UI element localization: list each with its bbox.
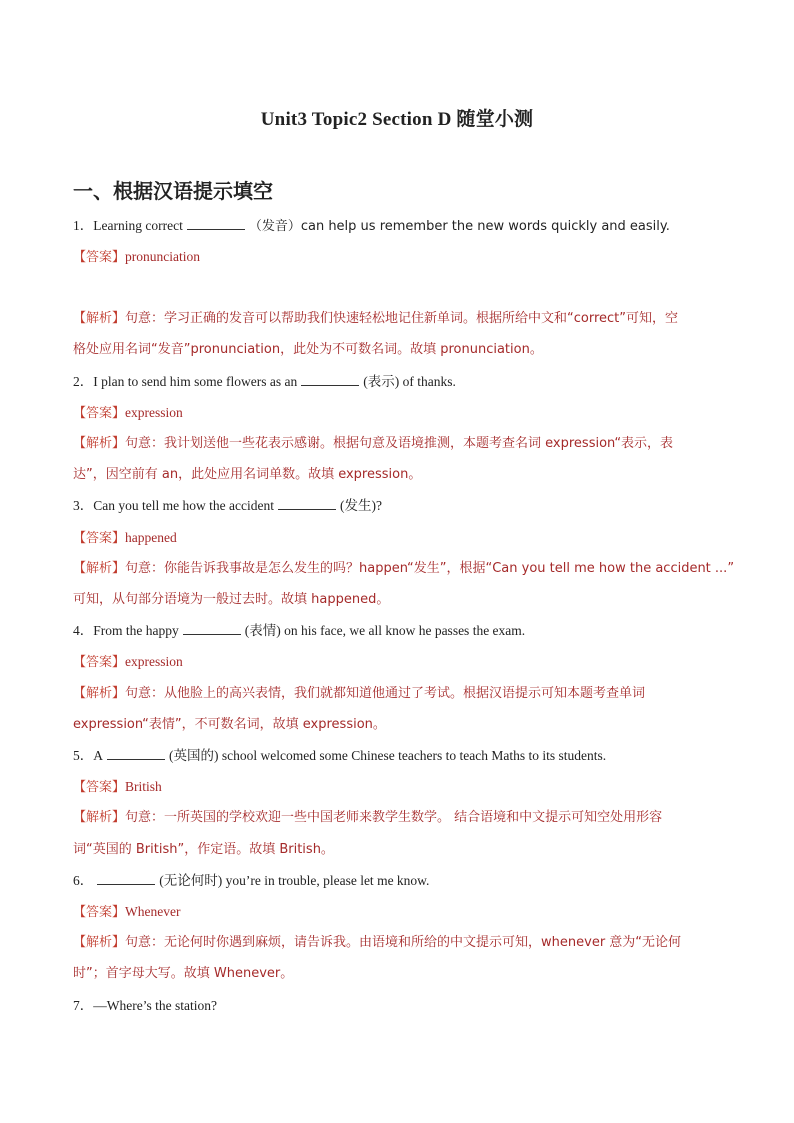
analysis-5-text: 句意：一所英国的学校欢迎一些中国老师来教学生数学。 结合语境和中文提示可知空处用形容 [125,810,663,825]
analysis-4-text: 句意：从他脸上的高兴表情，我们就都知道他通过了考试。根据汉语提示可知本题考查单词 [125,686,646,701]
analysis-2-line-1 [73,435,673,453]
analysis-3-line-1 [73,560,734,578]
analysis-1-text: 句意：学习正确的发音可以帮助我们快速轻松地记住新单词。根据所给中文和“correct”可知，空 [125,311,679,326]
question-1 [73,217,670,236]
analysis-5-line-1 [73,809,662,827]
answer-2-value: expression [125,405,183,420]
answer-tag: 【答案】 [73,406,126,421]
analysis-tag: 【解析】 [73,810,126,825]
answer-4 [73,653,183,672]
question-4-hint: (表情) on his face, we all know he passes the exam. [244,623,526,638]
question-1-hint: （发音）can help us remember the new words quickly and easily. [248,219,670,234]
answer-1 [73,248,200,267]
answer-tag: 【答案】 [73,655,126,670]
answer-2 [73,404,183,423]
question-7: 7．—Where’s the station? [73,998,217,1013]
question-1-text: 1．Learning correct [73,218,183,233]
analysis-tag: 【解析】 [73,686,126,701]
question-5-hint: (英国的) school welcomed some Chinese teachers to teach Maths to its students. [169,748,607,763]
answer-5 [73,778,162,797]
analysis-4-line-2: expression“表情”，不可数名词，故填 expression。 [73,717,386,732]
analysis-4-line-1 [73,685,645,703]
analysis-tag: 【解析】 [73,311,126,326]
analysis-2-text: 句意：我计划送他一些花表示感谢。根据句意及语境推测，本题考查名词 expression“表示，表 [125,436,674,451]
question-2-text: 2．I plan to send him some flowers as an [73,374,298,389]
page-title: Unit3 Topic2 Section D 随堂小测 [260,109,534,130]
analysis-1-line-1 [73,310,678,328]
answer-blank [97,872,155,885]
answer-blank [301,373,359,386]
question-2 [73,373,456,391]
answer-tag: 【答案】 [73,250,126,265]
answer-5-value: British [125,779,162,794]
answer-3 [73,529,177,548]
answer-blank [187,217,245,230]
question-6-text: 6． [73,873,94,888]
analysis-6-text: 句意：无论何时你遇到麻烦，请告诉我。由语境和所给的中文提示可知，whenever 意为“无论何 [125,935,682,950]
answer-6 [73,903,180,922]
question-2-hint: (表示) of thanks. [363,374,456,389]
answer-tag: 【答案】 [73,905,126,920]
question-4 [73,622,525,640]
question-4-text: 4．From the happy [73,623,179,638]
question-3-text: 3．Can you tell me how the accident [73,498,274,513]
analysis-tag: 【解析】 [73,436,126,451]
question-6 [73,872,429,890]
answer-tag: 【答案】 [73,780,126,795]
answer-blank [183,622,241,635]
answer-6-value: Whenever [125,904,181,919]
answer-blank [107,747,165,760]
section-heading: 一、根据汉语提示填空 [73,179,273,203]
question-5-text: 5．A [73,748,103,763]
analysis-5-line-2: 词“英国的 British”，作定语。故填 British。 [73,842,334,857]
question-6-hint: (无论何时) you’re in trouble, please let me know. [159,873,430,888]
answer-4-value: expression [125,654,183,669]
analysis-tag: 【解析】 [73,935,126,950]
analysis-3-line-2: 可知，从句部分语境为一般过去时。故填 happened。 [73,592,390,607]
analysis-1-line-2: 格处应用名词“发音”pronunciation，此处为不可数名词。故填 pronunciation。 [73,342,543,357]
analysis-6-line-2: 时”；首字母大写。故填 Whenever。 [73,966,294,981]
analysis-2-line-2: 达”，因空前有 an，此处应用名词单数。故填 expression。 [73,467,422,482]
answer-3-value: happened [125,530,177,545]
question-3-hint: (发生)? [339,498,382,513]
analysis-6-line-1 [73,934,681,952]
answer-tag: 【答案】 [73,531,126,546]
answer-1-value: pronunciation [125,249,200,264]
answer-blank [278,497,336,510]
analysis-tag: 【解析】 [73,561,126,576]
analysis-3-text: 句意：你能告诉我事故是怎么发生的吗？happen“发生”，根据“Can you tell me how the accident ...” [125,561,735,576]
question-3 [73,497,382,515]
question-5 [73,747,606,765]
